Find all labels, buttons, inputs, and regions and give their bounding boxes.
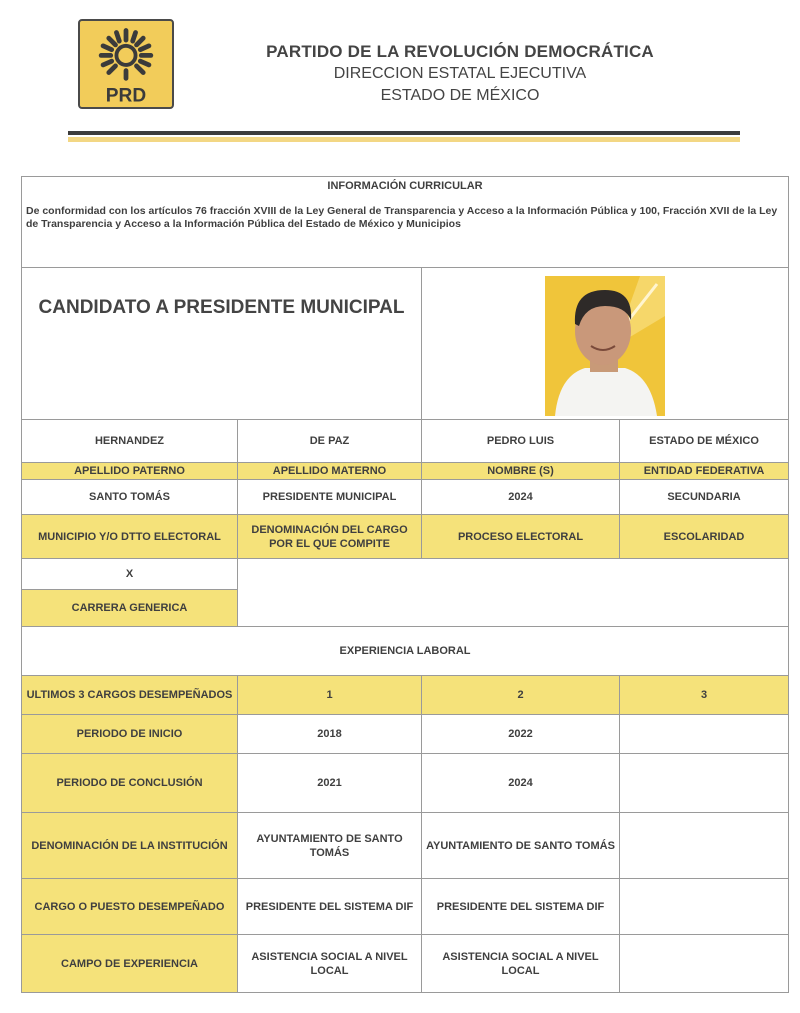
- experience-cell: [620, 754, 789, 813]
- sun-logo-icon: [80, 21, 172, 107]
- state-name: ESTADO DE MÉXICO: [380, 87, 540, 104]
- career-value-row: [22, 559, 789, 590]
- experience-row-label: PERIODO DE INICIO: [22, 715, 238, 754]
- experience-cell: ASISTENCIA SOCIAL A NIVEL LOCAL: [238, 935, 422, 993]
- intro-text: De conformidad con los artículos 76 fracción XVIII de la Ley General de Transparencia y Acceso a la Información Pública y 100, Fracción XVII de la Ley de Transparencia y Acceso a la Información Pública del Estado de México y Municipios: [22, 199, 789, 268]
- experience-header-row: [22, 676, 789, 715]
- entidad-label: ENTIDAD FEDERATIVA: [620, 463, 789, 480]
- experience-cell: [620, 715, 789, 754]
- experience-cell: ASISTENCIA SOCIAL A NIVEL LOCAL: [422, 935, 620, 993]
- experience-cell: [620, 879, 789, 935]
- experience-row-label: CAMPO DE EXPERIENCIA: [22, 935, 238, 993]
- experience-title-row: [22, 627, 789, 676]
- municipio-label: MUNICIPIO Y/O DTTO ELECTORAL: [22, 515, 238, 559]
- experience-cell: 2024: [422, 754, 620, 813]
- experience-cell: 2021: [238, 754, 422, 813]
- experience-row: [22, 754, 789, 813]
- election-labels-row: [22, 515, 789, 559]
- experience-title: EXPERIENCIA LABORAL: [22, 627, 789, 676]
- experience-cell: 2018: [238, 715, 422, 754]
- experience-row-label: PERIODO DE CONCLUSIÓN: [22, 754, 238, 813]
- carrera-label: CARRERA GENERICA: [22, 590, 238, 627]
- intro-text-row: [22, 199, 789, 268]
- escolaridad-label: ESCOLARIDAD: [620, 515, 789, 559]
- prd-logo: [78, 19, 174, 109]
- experience-header-3: 3: [620, 676, 789, 715]
- header-divider-dark: [68, 131, 740, 135]
- intro-title-row: [22, 177, 789, 200]
- proceso-value: 2024: [422, 480, 620, 515]
- election-values-row: [22, 480, 789, 515]
- photo-cell: [422, 268, 789, 420]
- nombre-value: PEDRO LUIS: [422, 420, 620, 463]
- experience-cell: [620, 813, 789, 879]
- experience-row-label: DENOMINACIÓN DE LA INSTITUCIÓN: [22, 813, 238, 879]
- candidate-title: CANDIDATO A PRESIDENTE MUNICIPAL: [22, 268, 422, 420]
- municipio-value: SANTO TOMÁS: [22, 480, 238, 515]
- experience-cell: AYUNTAMIENTO DE SANTO TOMÁS: [422, 813, 620, 879]
- apellido-materno-value: DE PAZ: [238, 420, 422, 463]
- experience-header-1: 1: [238, 676, 422, 715]
- cargo-value: PRESIDENTE MUNICIPAL: [238, 480, 422, 515]
- experience-cell: 2022: [422, 715, 620, 754]
- experience-cell: [620, 935, 789, 993]
- proceso-label: PROCESO ELECTORAL: [422, 515, 620, 559]
- intro-title: INFORMACIÓN CURRICULAR: [22, 177, 789, 200]
- apellido-paterno-label: APELLIDO PATERNO: [22, 463, 238, 480]
- apellido-paterno-value: HERNANDEZ: [22, 420, 238, 463]
- career-blank: [238, 559, 789, 627]
- candidate-photo: [545, 276, 665, 416]
- experience-row: [22, 813, 789, 879]
- direction-name: DIRECCION ESTATAL EJECUTIVA: [333, 65, 587, 82]
- experience-row: [22, 715, 789, 754]
- experience-header-label: ULTIMOS 3 CARGOS DESEMPEÑADOS: [22, 676, 238, 715]
- identity-values-row: [22, 420, 789, 463]
- header-divider-gold: [68, 137, 740, 142]
- identity-labels-row: [22, 463, 789, 480]
- experience-row: [22, 879, 789, 935]
- apellido-materno-label: APELLIDO MATERNO: [238, 463, 422, 480]
- logo-text: PRD: [105, 85, 147, 107]
- candidate-photo-icon: [545, 276, 665, 416]
- party-name: PARTIDO DE LA REVOLUCIÓN DEMOCRÁTICA: [266, 42, 654, 61]
- curriculum-form: [21, 176, 789, 993]
- experience-row: [22, 935, 789, 993]
- escolaridad-value: SECUNDARIA: [620, 480, 789, 515]
- carrera-value: X: [22, 559, 238, 590]
- entidad-value: ESTADO DE MÉXICO: [620, 420, 789, 463]
- candidate-row: [22, 268, 789, 420]
- experience-cell: PRESIDENTE DEL SISTEMA DIF: [422, 879, 620, 935]
- experience-header-2: 2: [422, 676, 620, 715]
- cargo-label: DENOMINACIÓN DEL CARGO POR EL QUE COMPITE: [238, 515, 422, 559]
- nombre-label: NOMBRE (S): [422, 463, 620, 480]
- experience-row-label: CARGO O PUESTO DESEMPEÑADO: [22, 879, 238, 935]
- experience-cell: AYUNTAMIENTO DE SANTO TOMÁS: [238, 813, 422, 879]
- experience-cell: PRESIDENTE DEL SISTEMA DIF: [238, 879, 422, 935]
